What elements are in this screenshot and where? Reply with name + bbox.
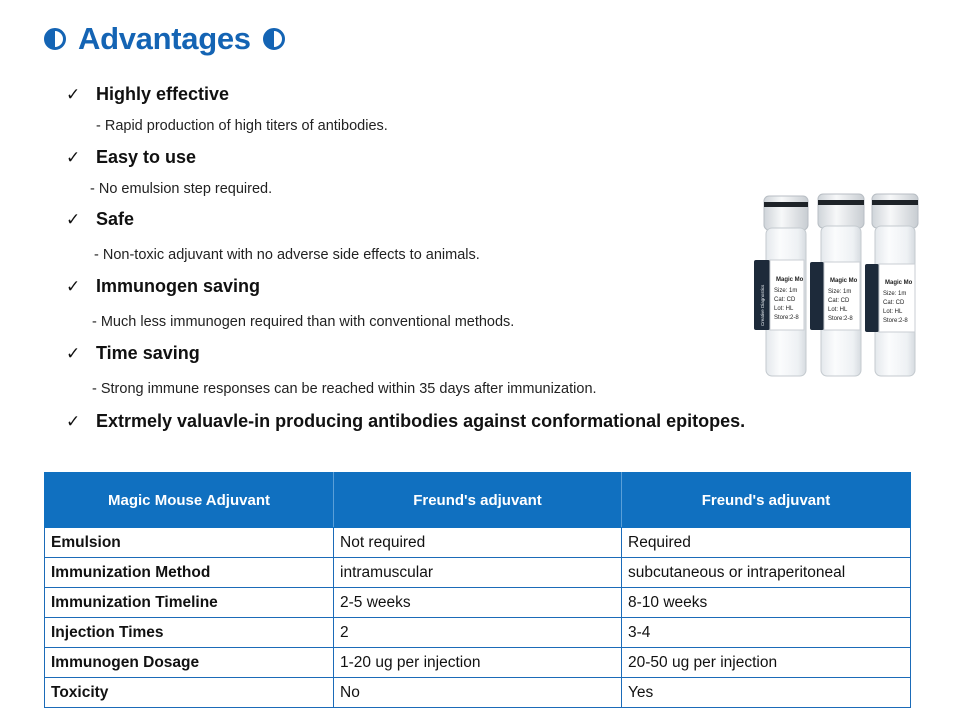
vial: [865, 194, 918, 376]
table-row: [45, 588, 911, 618]
vial-label-store: Store:2-8: [828, 316, 853, 322]
table-row: [45, 618, 911, 648]
vial-label-title: Magic Mo: [830, 278, 858, 284]
row-label: Emulsion: [45, 528, 334, 558]
table-cell: Yes: [622, 678, 911, 708]
checkmark-icon: ✓: [66, 84, 81, 104]
table-cell: 2: [334, 618, 622, 648]
page-title: Advantages: [78, 21, 251, 56]
half-circle-icon: [263, 28, 285, 50]
vial-label-size: Size: 1m: [828, 289, 852, 295]
row-label: Immunogen Dosage: [45, 648, 334, 678]
advantage-heading: Safe: [96, 209, 135, 229]
column-header: Freund's adjuvant: [622, 473, 911, 528]
vial-label-lot: Lot: HL: [828, 307, 848, 313]
table-cell: Required: [622, 528, 911, 558]
advantage-item: [66, 276, 260, 297]
vial-label-store: Store:2-8: [883, 318, 908, 324]
row-label: Immunization Method: [45, 558, 334, 588]
vial-label-store: Store:2-8: [774, 315, 799, 321]
advantage-item: [66, 411, 745, 432]
table-cell: intramuscular: [334, 558, 622, 588]
advantage-heading: Easy to use: [96, 147, 197, 167]
table-cell: 2-5 weeks: [334, 588, 622, 618]
advantage-item: [66, 343, 200, 364]
table-row: [45, 678, 911, 708]
column-header: Magic Mouse Adjuvant: [45, 473, 334, 528]
advantage-item: [66, 84, 229, 105]
column-header: Freund's adjuvant: [334, 473, 622, 528]
table-row: [45, 558, 911, 588]
advantage-description: - Strong immune responses can be reached within 35 days after immunization.: [92, 381, 597, 397]
advantage-description: - Much less immunogen required than with conventional methods.: [92, 314, 515, 330]
advantage-description: - Non-toxic adjuvant with no adverse side effects to animals.: [94, 247, 480, 263]
table-cell: 20-50 ug per injection: [622, 648, 911, 678]
advantage-item: [66, 209, 134, 230]
table-row: [45, 528, 911, 558]
checkmark-icon: ✓: [66, 209, 81, 229]
vial-label-cat: Cat: CD: [883, 300, 905, 306]
vial: [810, 194, 864, 376]
checkmark-icon: ✓: [66, 276, 81, 296]
advantage-item: [66, 147, 196, 168]
checkmark-icon: ✓: [66, 411, 81, 431]
vial-label-lot: Lot: HL: [774, 306, 794, 312]
advantage-heading: Time saving: [96, 343, 200, 363]
table-row: [45, 648, 911, 678]
vial-label-cat: Cat: CD: [828, 298, 850, 304]
table-cell: 1-20 ug per injection: [334, 648, 622, 678]
vial-label-title: Magic Mo: [776, 277, 804, 283]
advantage-description: - Rapid production of high titers of antibodies.: [96, 118, 388, 134]
advantage-description: - No emulsion step required.: [90, 181, 273, 197]
advantage-heading: Extrmely valuavle-in producing antibodies against conformational epitopes.: [96, 411, 746, 431]
comparison-table: [44, 472, 911, 708]
vial-label-size: Size: 1m: [883, 291, 907, 297]
table-cell: 8-10 weeks: [622, 588, 911, 618]
table-header-row: [45, 473, 911, 528]
table-cell: Not required: [334, 528, 622, 558]
vial-label-title: Magic Mo: [885, 280, 913, 286]
checkmark-icon: ✓: [66, 343, 81, 363]
table-cell: 3-4: [622, 618, 911, 648]
half-circle-icon: [44, 28, 66, 50]
advantage-heading: Immunogen saving: [96, 276, 261, 296]
checkmark-icon: ✓: [66, 147, 81, 167]
row-label: Toxicity: [45, 678, 334, 708]
vial-label-size: Size: 1m: [774, 288, 798, 294]
table-cell: No: [334, 678, 622, 708]
row-label: Immunization Timeline: [45, 588, 334, 618]
title-row: [44, 18, 285, 60]
product-vials-image: [752, 188, 932, 384]
vial-label-brand: Creative Diagnostics: [760, 284, 765, 326]
advantage-heading: Highly effective: [96, 84, 230, 104]
table-cell: subcutaneous or intraperitoneal: [622, 558, 911, 588]
vial-label-lot: Lot: HL: [883, 309, 903, 315]
vial-label-cat: Cat: CD: [774, 297, 796, 303]
row-label: Injection Times: [45, 618, 334, 648]
vial: [754, 196, 808, 376]
